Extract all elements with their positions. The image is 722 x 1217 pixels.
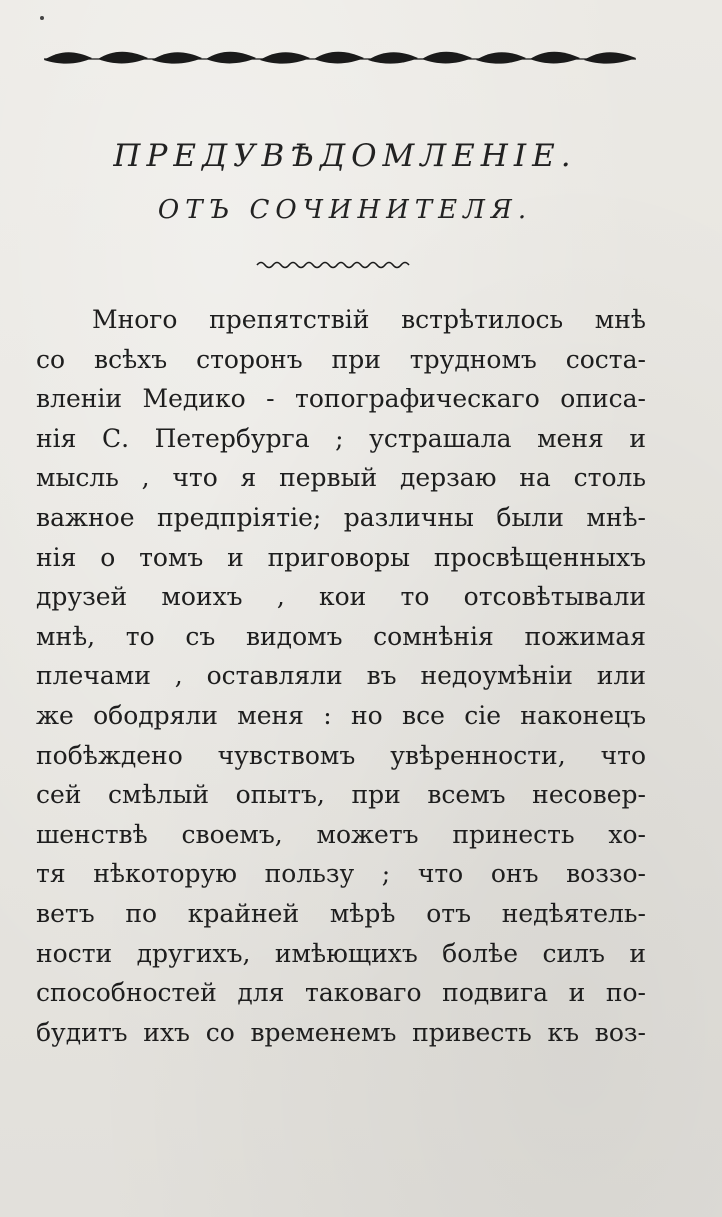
body-line: друзей моихъ , кои то отсовѣтывали	[36, 582, 646, 612]
body-line: плечами , оставляли въ недоумѣніи или	[36, 661, 646, 691]
body-line: нія С. Петербурга ; устрашала меня и	[36, 423, 646, 453]
body-line: способностей для таковаго подвига и по-	[36, 978, 646, 1008]
body-line: ности другихъ, имѣющихъ болѣе силъ и	[36, 938, 646, 968]
divider-ornament	[255, 258, 415, 272]
body-line: тя нѣкоторую пользу ; что онъ воззо-	[36, 859, 646, 889]
top-ornament-border	[40, 44, 640, 74]
body-text	[36, 300, 646, 1052]
body-line: ветъ по крайней мѣрѣ отъ недѣятель-	[36, 898, 646, 928]
body-line: побѣждено чувствомъ увѣренности, что	[36, 740, 646, 770]
page-subtitle: ОТЪ СОЧИНИТЕЛЯ.	[157, 195, 533, 225]
body-line: сей смѣлый опытъ, при всемъ несовер-	[36, 780, 646, 810]
body-line: нія о томъ и приговоры просвѣщенныхъ	[36, 542, 646, 572]
body-line: же ободряли меня : но все сіе наконецъ	[36, 700, 646, 730]
body-line: важное предпріятіе; различны были мнѣ-	[36, 502, 646, 532]
body-line: со всѣхъ сторонъ при трудномъ соста-	[36, 344, 646, 374]
body-line: вленіи Медико - топографическаго описа-	[36, 384, 646, 414]
body-line: Много препятствій встрѣтилось мнѣ	[92, 305, 646, 334]
body-line: будитъ ихъ со временемъ привесть къ воз-	[36, 1017, 646, 1047]
ink-speck	[40, 16, 44, 20]
body-line: мнѣ, то съ видомъ сомнѣнія пожимая	[36, 621, 646, 651]
body-line: мысль , что я первый дерзаю на столь	[36, 463, 646, 493]
body-line: шенствѣ своемъ, можетъ принесть хо-	[36, 819, 646, 849]
page-title: ПРЕДУВѢДОМЛЕНІЕ.	[113, 138, 577, 174]
